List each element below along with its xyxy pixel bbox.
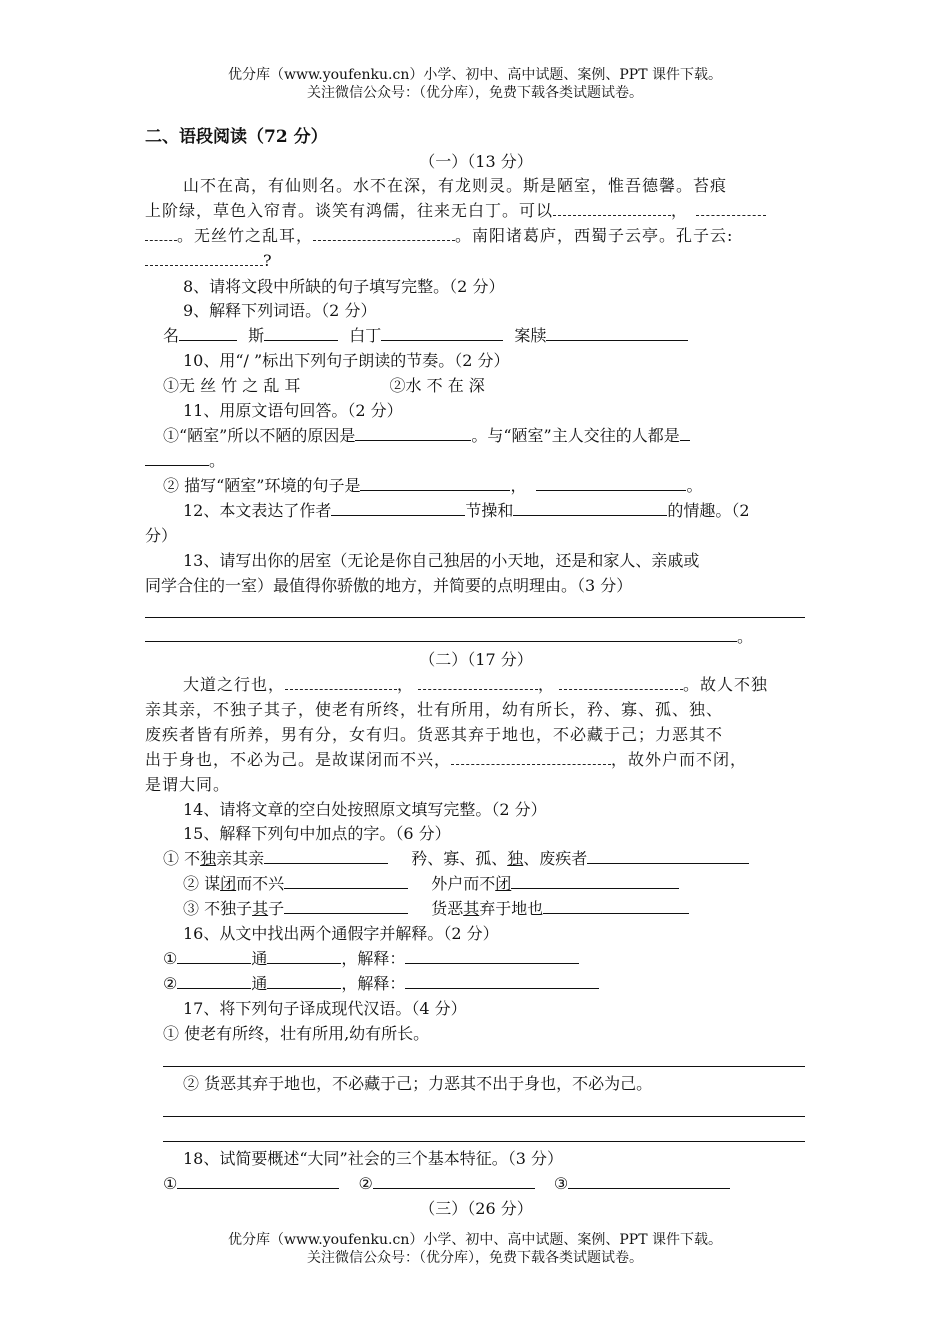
q15-text: 亲其亲 [216,849,265,868]
q12-text: 节操和 [465,501,514,520]
q15-text: ③ 不独子 [183,899,253,918]
part1-passage-line-4 [145,250,273,272]
question-15-row-2 [183,873,679,895]
q12-text: 的情趣。（2 [667,501,750,520]
question-9-items [163,325,688,347]
p2-blank-3[interactable] [559,677,683,690]
question-11-part-1 [163,425,690,447]
q15-text: ② 谋 [183,874,221,893]
q11-answer-4[interactable] [536,476,686,491]
q11-answer-1[interactable] [355,426,471,441]
question-14: 14、请将文章的空白处按照原文填写完整。（2 分） [183,800,547,819]
question-16: 16、从文中找出两个通假字并解释。（2 分） [183,924,499,943]
question-13-line-2: 同学合住的一室）最值得你骄傲的地方，并简要的点明理由。（3 分） [145,576,633,595]
q11-answer-3[interactable] [360,476,510,491]
footer-line-1: 优分库（www.youfenku.cn）小学、初中、高中试题、案例、PPT 课件下载。 [227,1232,722,1248]
question-17-sentence-2: ② 货恶其弃于地也，不必藏于己；力恶其不出于身也，不必为己。 [183,1074,653,1093]
question-9: 9、解释下列词语。（2 分） [183,301,377,320]
q15-dotted-char: 其 [252,899,269,918]
part2-passage-line-3: 废疾者皆有所养，男有分，女有归。货恶其弃于地也，不必藏于己；力恶其不 [145,725,724,744]
header [0,66,950,102]
question-15-row-1 [163,848,749,870]
passage-text: 上阶绿，草色入帘青。谈笑有鸿儒，往来无白丁。可以 [145,201,554,220]
q17-answer-line-2[interactable] [163,1116,805,1117]
q17-answer-line-1[interactable] [163,1066,805,1067]
question-12-cont: 分） [145,526,178,545]
q11-text: ， [510,476,527,495]
blank-1[interactable] [553,203,671,216]
q18-answer-1[interactable] [177,1174,339,1189]
q15-text: 矜、寡、孤、 [411,849,508,868]
passage-text: ， [538,675,556,694]
question-17-sentence-1: ① 使老有所终，壮有所用,幼有所长。 [163,1024,430,1043]
q16-text: 通 [251,974,268,993]
q15-text: ① 不 [163,849,201,868]
section-title: 二、语段阅读（72 分） [145,127,328,147]
passage-text: 。南阳诸葛庐，西蜀子云亭。孔子云: [455,226,734,245]
q15-text: 子 [268,899,285,918]
q16-text: 通 [251,949,268,968]
part3-heading: （三）（26 分） [419,1199,533,1218]
part2-passage-line-2: 亲其亲，不独子其子，使老有所终，壮有所用，幼有所长，矜、寡、孤、独、 [145,700,724,719]
q15-dotted-char: 闭 [495,874,512,893]
q11-text: 。 [209,451,226,470]
footer-line-2: 关注微信公众号：（优分库），免费下载各类试题试卷。 [307,1250,643,1266]
q18-answer-3[interactable] [568,1174,730,1189]
q16-char-3[interactable] [177,974,251,989]
question-17: 17、将下列句子译成现代汉语。（4 分） [183,999,467,1018]
blank-2a[interactable] [696,203,766,216]
part1-passage-line-2 [145,200,766,222]
part2-passage-line-5: 是谓大同。 [145,775,231,794]
question-10: 10、用“/ ”标出下列句子朗读的节奏。（2 分） [183,351,510,370]
q9-answer-2[interactable] [264,326,338,341]
q15-text: 货恶 [431,899,464,918]
q12-text: 12、本文表达了作者 [183,501,332,520]
q18-answer-2[interactable] [373,1174,535,1189]
part1-heading: （一）（13 分） [419,152,533,171]
q15-dotted-char: 独 [507,849,524,868]
q9-answer-4[interactable] [546,326,688,341]
q9-item-label: 案牍 [514,326,547,345]
part2-passage-line-1 [183,674,768,696]
q9-answer-1[interactable] [179,326,237,341]
q11-answer-2a[interactable] [680,426,690,441]
q15-answer-1[interactable] [264,849,388,864]
q16-explain-2[interactable] [405,974,599,989]
question-15: 15、解释下列句中加点的字。（6 分） [183,824,451,843]
part1-passage-line-3 [145,225,733,247]
q15-dotted-char: 独 [200,849,217,868]
q13-answer-line-2[interactable] [145,641,737,642]
q15-text: 、废疾者 [523,849,588,868]
passage-text: 出于身也，不必为己。是故谋闭而不兴， [145,750,452,769]
q15-text: 外户而不 [431,874,496,893]
blank-3[interactable] [313,228,455,241]
q11-answer-2b[interactable] [145,451,209,466]
question-11-part-2 [163,475,702,497]
question-16-row-2 [163,973,599,995]
q15-text: 弃于地也 [479,899,544,918]
part2-passage-line-4 [145,749,747,771]
blank-4[interactable] [145,253,263,266]
q11-text: 。 [686,476,703,495]
passage-text: 。无丝竹之乱耳， [177,226,314,245]
passage-text: ， [671,201,689,220]
q11-text: 。与“陋室”主人交往的人都是 [471,426,680,445]
q11-text: ①“陋室”所以不陋的原因是 [163,426,356,445]
q9-item-label: 白丁 [349,326,382,345]
passage-text: ， [397,675,415,694]
q18-number: ③ [553,1174,569,1193]
question-18-answers [163,1173,730,1195]
q15-answer-6[interactable] [543,899,689,914]
q18-number: ② [358,1174,373,1193]
p2-blank-4[interactable] [451,752,611,765]
question-12 [183,500,750,522]
q16-number: ② [163,974,178,993]
q9-item-label: 斯 [248,326,265,345]
part1-passage-line-1: 山不在高，有仙则名。水不在深，有龙则灵。斯是陋室，惟吾德馨。苔痕 [183,176,728,195]
q13-answer-line-1[interactable] [145,617,805,618]
q11-text: ② 描写“陋室”环境的句子是 [163,476,361,495]
question-11: 11、用原文语句回答。（2 分） [183,401,403,420]
q16-char-1[interactable] [177,949,251,964]
q16-explain-1[interactable] [405,949,579,964]
q17-answer-line-3[interactable] [163,1141,805,1142]
q15-dotted-char: 其 [463,899,480,918]
question-18: 18、试简要概述“大同”社会的三个基本特征。（3 分） [183,1149,563,1168]
q13-end-mark: 。 [737,627,754,646]
question-13-line-1: 13、请写出你的居室（无论是你自己独居的小天地，还是和家人、亲戚或 [183,551,700,570]
q18-number: ① [163,1174,178,1193]
question-8: 8、请将文段中所缺的句子填写完整。（2 分） [183,277,505,296]
blank-2b[interactable] [145,228,177,241]
footer [0,1231,950,1267]
q12-answer-1[interactable] [331,501,465,516]
p2-blank-1[interactable] [285,677,397,690]
question-15-row-3 [183,898,689,920]
q16-char-4[interactable] [267,974,341,989]
p2-blank-2[interactable] [418,677,538,690]
q16-text: ，解释： [341,974,406,993]
part2-heading: （二）（17 分） [419,650,533,669]
q16-char-2[interactable] [267,949,341,964]
q16-text: ，解释： [341,949,406,968]
q15-answer-3[interactable] [284,874,408,889]
q15-text: 而不兴 [236,874,285,893]
passage-text: 。故人不独 [683,675,769,694]
q15-answer-4[interactable] [511,874,679,889]
passage-text: 大道之行也， [183,675,286,694]
question-10-items [163,375,485,397]
q9-item-label: 名 [163,326,180,345]
passage-text: ? [263,251,273,270]
q9-answer-3[interactable] [381,326,503,341]
q15-answer-5[interactable] [284,899,408,914]
question-11-part-1-cont [145,450,225,472]
header-line-1: 优分库（www.youfenku.cn）小学、初中、高中试题、案例、PPT 课件下载。 [227,67,722,83]
header-line-2: 关注微信公众号：（优分库），免费下载各类试题试卷。 [307,85,643,101]
q10-sentence-a: ①无 丝 竹 之 乱 耳 [163,376,301,395]
q15-answer-2[interactable] [587,849,749,864]
q10-sentence-b: ②水 不 在 深 [389,376,485,395]
q12-answer-2[interactable] [513,501,667,516]
q15-dotted-char: 闭 [220,874,237,893]
q16-number: ① [163,949,178,968]
question-16-row-1 [163,948,579,970]
passage-text: ，故外户而不闭， [611,750,748,769]
